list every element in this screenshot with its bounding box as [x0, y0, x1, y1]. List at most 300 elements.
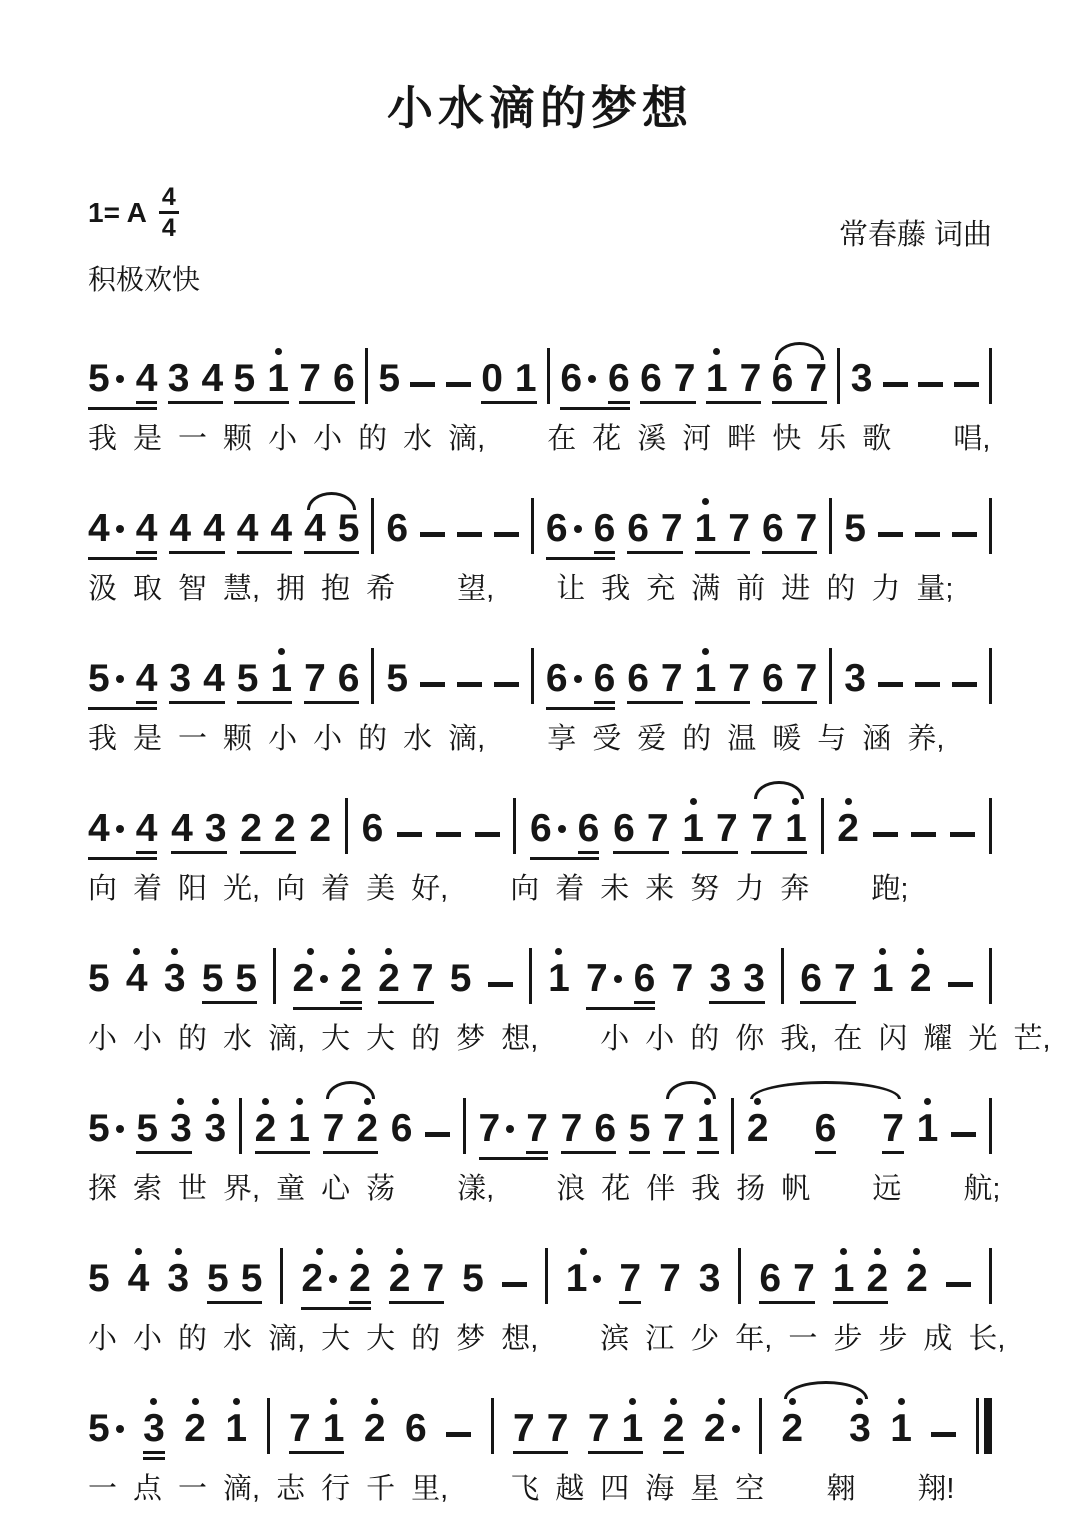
duration-dot: [732, 1425, 740, 1433]
underline-beam: [833, 1301, 888, 1304]
lyric-syllable: 越: [555, 1473, 585, 1505]
lyric-syllable: 好,: [411, 873, 449, 905]
note-digit: [699, 1259, 721, 1298]
note-digit-text: 1: [225, 1407, 248, 1450]
lyrics-row: [88, 1472, 992, 1507]
duration-dash: [951, 1132, 976, 1137]
note-digit: [304, 659, 326, 698]
note-digit: [235, 959, 257, 998]
beam-group-notes: [781, 1398, 870, 1448]
note: [88, 809, 124, 848]
barline: [738, 1248, 741, 1304]
note-digit-text: 7: [660, 507, 683, 550]
note-digit: [136, 659, 158, 698]
note: [237, 509, 259, 548]
octave-dot: [385, 948, 392, 955]
note-digit: [728, 659, 750, 698]
beam-group: [561, 1109, 616, 1154]
note-digit: [270, 509, 292, 548]
note-digit: [815, 1109, 837, 1148]
note-digit: [241, 1259, 263, 1298]
lyric-syllable: 的: [178, 1323, 208, 1355]
lyric-syllable: 我: [691, 1173, 721, 1205]
note-digit-text: 2: [340, 957, 362, 1000]
octave-dot: [874, 1248, 881, 1255]
note-digit-text: 6: [386, 507, 409, 550]
octave-dot: [670, 1398, 677, 1405]
beam-group: [627, 659, 682, 704]
beam-group-notes: [479, 1109, 548, 1154]
note-digit: [796, 659, 818, 698]
note-digit: [740, 359, 762, 398]
beam-group-notes: [304, 509, 359, 548]
note: [800, 959, 822, 998]
beam-group: [237, 509, 292, 554]
lyric-syllable: 小: [645, 1023, 675, 1055]
beam-group: [136, 1098, 191, 1154]
beam-group: [759, 1259, 814, 1304]
note: [728, 509, 750, 548]
note-digit: [136, 509, 158, 548]
note-digit: [716, 809, 738, 848]
lyric-syllable: 汲: [88, 573, 118, 605]
tempo-marking: 积极欢快: [88, 263, 201, 295]
note: [88, 359, 124, 398]
octave-dot: [171, 948, 178, 955]
note: [389, 1248, 411, 1298]
barline: [371, 498, 374, 554]
note-digit: [293, 959, 329, 998]
note-digit: [762, 659, 784, 698]
note-digit-text: 5: [88, 1407, 110, 1450]
note: [255, 1098, 277, 1148]
note-digit: [267, 359, 289, 398]
underline-beam: [234, 401, 289, 404]
note-digit: [309, 809, 331, 848]
barline: [989, 1098, 992, 1154]
lyric-syllable: 小: [313, 423, 343, 455]
note-digit: [548, 959, 570, 998]
lyric-syllable: 行: [321, 1473, 351, 1505]
note-digit: [743, 959, 765, 998]
note-digit: [88, 809, 124, 848]
lyric-syllable: 向: [88, 873, 118, 905]
beam-group: [695, 648, 750, 704]
note-digit: [561, 1109, 583, 1148]
note-digit: [526, 1109, 548, 1148]
lyric-syllable: 你: [735, 1023, 765, 1055]
lyric-syllable: 唱,: [953, 423, 991, 455]
note: [450, 959, 472, 998]
note-digit-text: 7: [422, 1257, 445, 1300]
rest-note: [481, 359, 503, 398]
note: [844, 509, 866, 548]
note: [136, 1109, 158, 1148]
note: [289, 1409, 311, 1448]
underline-beam: [304, 701, 359, 704]
beam-group: [289, 1398, 344, 1454]
underline-beam: [293, 1007, 362, 1010]
note: [479, 1109, 515, 1148]
note-digit-text: 6: [800, 957, 822, 1000]
note-digit: [203, 509, 225, 548]
lyric-syllable: 小: [268, 423, 298, 455]
note-digit-text: 5: [236, 657, 259, 700]
beam-group-notes: [481, 359, 536, 398]
beam-group-notes: [695, 498, 750, 548]
note: [815, 1109, 837, 1154]
beam-group: [800, 959, 855, 1004]
barline: [781, 948, 784, 1004]
duration-dash: [931, 1432, 956, 1437]
note: [169, 509, 191, 548]
octave-dot: [555, 948, 562, 955]
beam-group-notes: [759, 1259, 814, 1298]
note-digit: [793, 1259, 815, 1298]
beam-group-notes: [530, 809, 599, 854]
note: [608, 359, 630, 404]
note-digit-text: 7: [715, 807, 738, 850]
lyric-syllable: 让: [556, 573, 586, 605]
barline: [759, 1398, 762, 1454]
lyric-syllable: 的: [411, 1323, 441, 1355]
note-digit: [88, 959, 110, 998]
barline: [239, 1098, 242, 1154]
underline-beam: [772, 401, 827, 404]
lyric-syllable: 闪: [878, 1023, 908, 1055]
note: [126, 948, 148, 998]
note-digit-text: 3: [849, 1407, 871, 1450]
note-digit-text: 3: [169, 657, 192, 700]
underline-beam: [88, 557, 157, 560]
beam-group-notes: [202, 959, 257, 998]
octave-dot: [133, 948, 140, 955]
underline-beam: [143, 1451, 165, 1454]
underline-beam: [530, 857, 599, 860]
note-digit: [674, 359, 696, 398]
note: [171, 809, 193, 848]
note: [793, 1259, 815, 1298]
note: [890, 1398, 912, 1448]
duration-dash: [878, 682, 903, 687]
underline-beam: [289, 1451, 344, 1454]
note: [164, 948, 186, 998]
note-digit-text: 7: [751, 807, 774, 850]
note: [805, 359, 827, 398]
note-digit-text: 7: [646, 807, 669, 850]
note: [594, 659, 616, 704]
underline-beam: [207, 1301, 262, 1304]
note-digit: [629, 1109, 651, 1148]
note: [833, 1248, 855, 1298]
note: [882, 1109, 904, 1154]
octave-dot: [278, 648, 285, 655]
note-digit-text: 3: [167, 1257, 190, 1300]
beam-group: [546, 509, 615, 560]
lyric-syllable: 智: [178, 573, 208, 605]
underline-beam: [629, 1151, 651, 1154]
lyrics-row: [88, 872, 992, 907]
lyric-syllable: 翔!: [917, 1473, 955, 1505]
note: [203, 659, 225, 698]
underline-beam: [481, 401, 536, 404]
duration-dash: [420, 682, 445, 687]
note: [594, 509, 616, 554]
lyric-syllable: 与: [817, 723, 847, 755]
music-line: [88, 1072, 1001, 1222]
beam-group-notes: [560, 359, 629, 404]
octave-dot: [348, 948, 355, 955]
octave-dot: [845, 798, 852, 805]
octave-dot: [135, 1248, 142, 1255]
note-digit: [240, 809, 262, 848]
final-barline-thin: [976, 1398, 979, 1454]
composer-credit: 常春藤 词曲: [838, 219, 992, 251]
note: [204, 1098, 226, 1148]
note: [647, 809, 669, 848]
note-digit: [171, 809, 193, 848]
note-digit-text: 5: [233, 357, 256, 400]
underline-beam: [202, 1001, 257, 1004]
note-digit: [647, 809, 669, 848]
note-digit: [128, 1259, 150, 1298]
music-line: [88, 622, 992, 772]
note-digit-text: 1: [694, 657, 717, 700]
underline-beam: [378, 1001, 433, 1004]
note: [136, 509, 158, 554]
duration-dot: [116, 375, 124, 383]
barline: [531, 648, 534, 704]
note-digit: [386, 659, 408, 698]
duration-dash: [446, 382, 471, 387]
beam-group: [168, 359, 223, 404]
duration-dash: [948, 982, 973, 987]
underline-beam: [578, 851, 600, 854]
note: [772, 359, 794, 398]
note-digit: [422, 1259, 444, 1298]
note-digit-text: 4: [88, 807, 110, 850]
lyric-syllable: 水: [403, 723, 433, 755]
lyrics-row: [88, 1022, 1051, 1057]
beam-group-notes: [709, 959, 764, 998]
beam-group-notes: [289, 1398, 344, 1448]
lyric-syllable: 我,: [780, 1023, 818, 1055]
beam-group: [762, 509, 817, 554]
duration-dot: [320, 975, 328, 983]
note-digit: [709, 959, 731, 998]
note-digit: [800, 959, 822, 998]
note-digit-text: 7: [795, 507, 818, 550]
beam-group: [255, 1098, 310, 1154]
note-digit-text: 1: [565, 1257, 588, 1300]
beam-group-notes: [323, 1098, 378, 1148]
underline-beam: [682, 851, 737, 854]
octave-dot: [702, 498, 709, 505]
beam-group-notes: [88, 659, 157, 704]
octave-dot: [296, 1098, 303, 1105]
lyric-syllable: 的: [411, 1023, 441, 1055]
note-digit: [88, 1109, 124, 1148]
octave-dot: [212, 1098, 219, 1105]
beam-group-notes: [682, 798, 737, 848]
note-digit: [234, 359, 256, 398]
octave-dot: [330, 1398, 337, 1405]
note: [849, 1398, 871, 1448]
note-digit: [338, 509, 360, 548]
beam-group-notes: [299, 359, 354, 398]
note: [288, 1098, 310, 1148]
note-digit-text: 2: [292, 957, 315, 1000]
music-line: [88, 1372, 992, 1522]
beam-group: [695, 498, 750, 554]
note: [422, 1259, 444, 1298]
lyric-syllable: 颗: [223, 423, 253, 455]
note-digit-text: 4: [135, 357, 158, 400]
note-digit-text: 6: [545, 657, 568, 700]
note-digit-text: 6: [593, 657, 616, 700]
note-digit-text: 6: [771, 357, 794, 400]
underline-beam: [640, 401, 695, 404]
duration-dash: [915, 682, 940, 687]
beam-group: [301, 1248, 370, 1310]
octave-dot: [364, 1098, 371, 1105]
lyric-syllable: 向: [276, 873, 306, 905]
note: [622, 1398, 644, 1448]
lyric-syllable: 心: [321, 1173, 351, 1205]
note-digit-text: 3: [698, 1257, 721, 1300]
note-digit-text: 7: [739, 357, 762, 400]
note: [299, 359, 321, 398]
duration-dash: [436, 832, 461, 837]
notes-row: [88, 1372, 992, 1464]
underline-beam: [88, 707, 157, 710]
note: [672, 959, 694, 998]
note-digit-text: 4: [304, 507, 326, 550]
lyric-syllable: 翱: [826, 1473, 856, 1505]
note-digit: [270, 659, 292, 698]
note-digit: [882, 1109, 904, 1148]
note-digit: [481, 359, 503, 398]
beam-group-notes: [169, 509, 224, 548]
note-digit: [586, 959, 622, 998]
lyric-syllable: 跑;: [871, 873, 909, 905]
underline-beam: [663, 1151, 685, 1154]
octave-dot: [924, 1098, 931, 1105]
note-digit-text: 1: [705, 357, 728, 400]
octave-dot: [371, 1398, 378, 1405]
octave-dot: [856, 1398, 863, 1405]
note-digit-text: 5: [628, 1107, 651, 1150]
duration-dash: [946, 1282, 971, 1287]
duration-dash: [457, 532, 482, 537]
lyric-syllable: 向: [510, 873, 540, 905]
lyric-syllable: 滴,: [268, 1323, 306, 1355]
note: [412, 959, 434, 998]
lyric-syllable: 奔: [780, 873, 810, 905]
lyric-syllable: 在: [833, 1023, 863, 1055]
beam-group-notes: [171, 809, 226, 848]
duration-dash: [873, 832, 898, 837]
note-digit-text: 2: [781, 1407, 804, 1450]
underline-beam: [169, 701, 224, 704]
lyric-syllable: 漾,: [457, 1173, 495, 1205]
note-digit: [136, 359, 158, 398]
note-digit-text: 7: [546, 1407, 569, 1450]
note-digit: [164, 959, 186, 998]
note: [340, 948, 362, 1004]
beam-group: [586, 959, 655, 1010]
note-digit-text: 4: [203, 507, 225, 550]
note: [547, 1409, 569, 1448]
beam-group-notes: [695, 648, 750, 698]
note-digit: [88, 359, 124, 398]
music-line: [88, 772, 992, 922]
beam-group-notes: [207, 1259, 262, 1298]
duration-dot: [116, 1425, 124, 1433]
note-digit-text: 6: [814, 1107, 837, 1150]
octave-dot: [840, 1248, 847, 1255]
note-digit: [834, 959, 856, 998]
note: [661, 509, 683, 548]
note-digit: [450, 959, 472, 998]
underline-beam: [136, 551, 158, 554]
note-digit: [169, 659, 191, 698]
lyric-syllable: 大: [321, 1023, 351, 1055]
note: [170, 1098, 192, 1148]
octave-dot: [879, 948, 886, 955]
time-signature-numerator: 4: [159, 184, 179, 214]
lyric-syllable: 梦: [456, 1323, 486, 1355]
note-digit-text: 2: [254, 1107, 277, 1150]
lyric-syllable: 水: [403, 423, 433, 455]
underline-beam: [613, 851, 668, 854]
note-digit: [704, 1409, 740, 1448]
underline-beam: [560, 407, 629, 410]
note-digit: [462, 1259, 484, 1298]
duration-dash: [878, 532, 903, 537]
note-digit: [837, 809, 859, 848]
note-digit: [682, 809, 704, 848]
duration-dash: [488, 982, 513, 987]
note: [619, 1259, 641, 1304]
underline-beam: [169, 551, 224, 554]
lyric-syllable: 量;: [916, 573, 954, 605]
lyric-syllable: 大: [321, 1323, 351, 1355]
note: [629, 1109, 651, 1154]
duration-dash: [420, 532, 445, 537]
underline-beam: [526, 1151, 548, 1154]
lyric-syllable: 养,: [907, 723, 945, 755]
duration-dash: [911, 832, 936, 837]
beam-group: [202, 959, 257, 1004]
lyric-syllable: 着: [555, 873, 585, 905]
lyric-syllable: 光: [968, 1023, 998, 1055]
note-digit-text: 7: [671, 957, 694, 1000]
beam-group: [234, 348, 289, 404]
beam-group-notes: [136, 1098, 191, 1148]
duration-dot: [614, 975, 622, 983]
note-digit-text: 5: [337, 507, 360, 550]
underline-beam: [706, 401, 761, 404]
beam-group-notes: [301, 1248, 370, 1304]
duration-dot: [593, 1275, 601, 1283]
note: [88, 1409, 124, 1448]
note: [205, 809, 227, 848]
note-digit-text: 2: [746, 1107, 769, 1150]
underline-beam: [800, 1001, 855, 1004]
beam-group-notes: [88, 509, 157, 554]
barline: [731, 1098, 734, 1154]
